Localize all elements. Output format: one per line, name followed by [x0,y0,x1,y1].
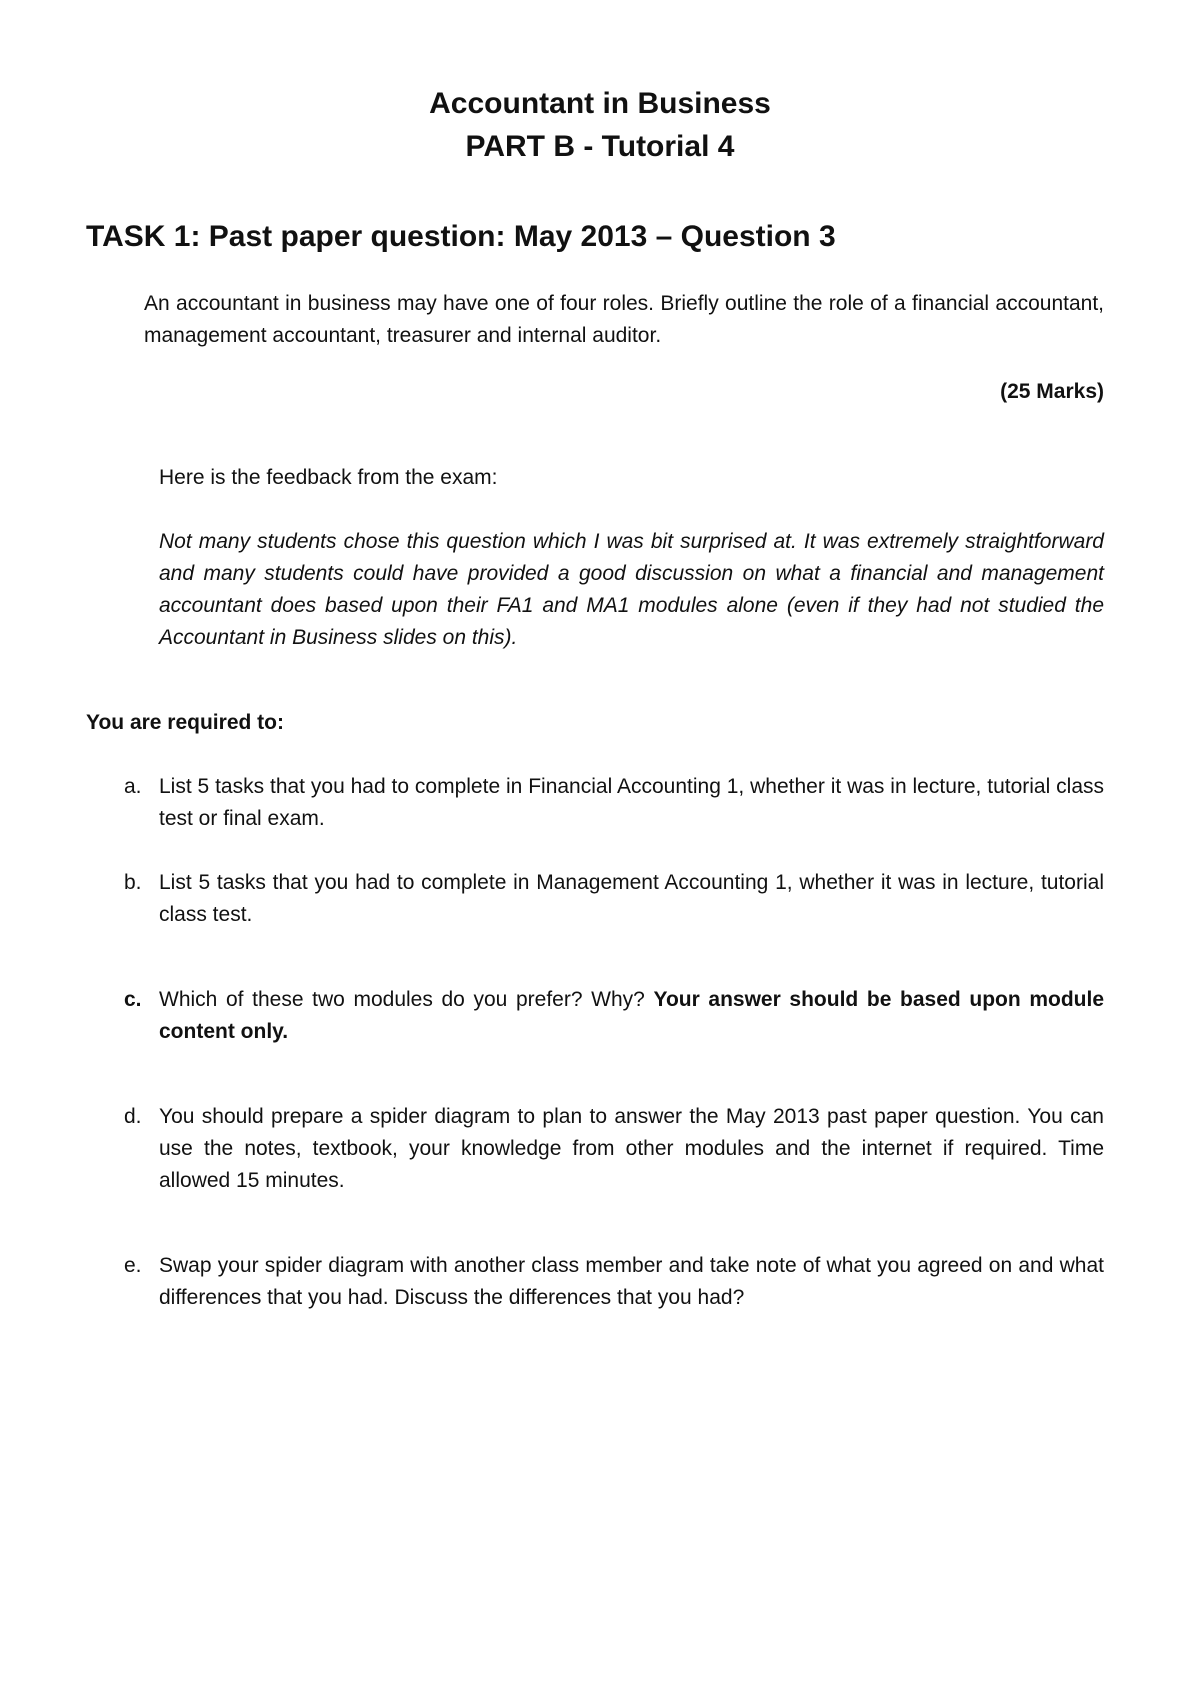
list-item-text: Swap your spider diagram with another class member and take note of what you agreed on and what differences that you had. Discuss the differences that you had? [159,1254,1104,1309]
list-marker: e. [124,1254,142,1277]
list-item-text: List 5 tasks that you had to complete in Management Accounting 1, whether it was in lecture, tutorial class test. [159,871,1104,926]
list-marker: a. [124,775,142,798]
list-item-text: You should prepare a spider diagram to plan to answer the May 2013 past paper question. You can use the notes, textbook, your knowledge from other modules and the internet if required. Time allowed 15 minutes. [159,1105,1104,1192]
list-item-text [159,984,1104,1048]
list-item-text: List 5 tasks that you had to complete in Financial Accounting 1, whether it was in lecture, tutorial class test or final exam. [159,775,1104,830]
question-text: An accountant in business may have one of four roles. Briefly outline the role of a financial accountant, management accountant, treasurer and internal auditor. [144,292,1104,347]
title-line-2: PART B - Tutorial 4 [465,130,735,163]
task-heading: TASK 1: Past paper question: May 2013 – Question 3 [86,220,836,253]
list-marker: d. [124,1105,142,1128]
list-item-a [124,771,1104,835]
feedback-quote: Not many students chose this question which I was bit surprised at. It was extremely straightforward and many students could have provided a good discussion on what a financial and management accountant does based upon their FA1 and MA1 modules alone (even if they had not studied the Accountant in Business slides on this). [159,530,1104,649]
list-item-e [124,1250,1104,1314]
title-line-1: Accountant in Business [429,87,771,120]
required-heading: You are required to: [86,711,284,734]
list-item-c [124,984,1104,1048]
list-marker: b. [124,871,142,894]
list-item-d [124,1101,1104,1197]
marks-label: (25 Marks) [1000,380,1104,403]
list-item-text-bold: Your answer should be based upon module content only. [159,988,1104,1043]
document-title [0,82,1200,168]
list-item-b [124,867,1104,931]
feedback-intro: Here is the feedback from the exam: [159,466,498,489]
list-item-text-plain: Which of these two modules do you prefer? Why? [159,988,654,1011]
list-marker: c. [124,988,142,1011]
